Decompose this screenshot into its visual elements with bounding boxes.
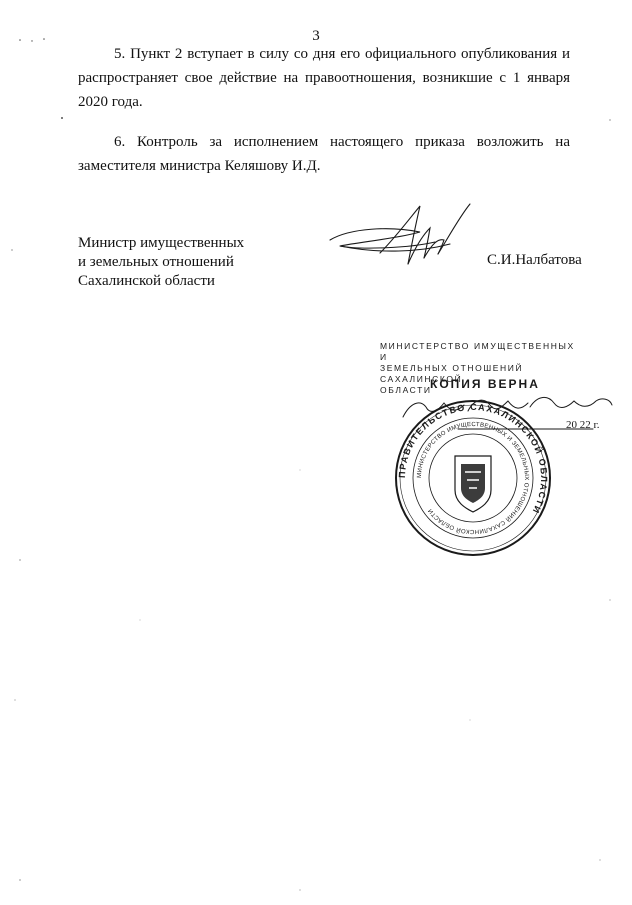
coat-of-arms-icon xyxy=(455,456,491,512)
paragraph-clause-6: 6. Контроль за исполнением настоящего приказа возложить на заместителя министра Келяшову И.Д. xyxy=(78,134,570,174)
stamp-line-3: ОБЛАСТИ xyxy=(380,385,432,395)
stamp-line-1: МИНИСТЕРСТВО ИМУЩЕСТВЕННЫХ И xyxy=(380,341,575,362)
copy-true-label: КОПИЯ ВЕРНА xyxy=(430,377,540,391)
svg-text:МИНИСТЕРСТВО ИМУЩЕСТВЕННЫХ И З: МИНИСТЕРСТВО ИМУЩЕСТВЕННЫХ И ЗЕМЕЛЬНЫХ ОТНОШЕНИЙ САХАЛИНСКОЙ ОБЛАСТИ xyxy=(416,421,530,535)
signatory-title-line-1: Министр имущественных xyxy=(78,235,245,251)
official-seal xyxy=(393,398,553,558)
handwritten-signature xyxy=(320,198,490,278)
svg-text:ПРАВИТЕЛЬСТВО САХАЛИНСКОЙ ОБЛА: ПРАВИТЕЛЬСТВО САХАЛИНСКОЙ ОБЛАСТИ xyxy=(396,401,550,516)
signatory-name: С.И.Налбатова xyxy=(487,252,582,268)
signatory-title-line-3: Сахалинской области xyxy=(78,273,215,289)
signatory-title xyxy=(78,234,244,291)
page-number: 3 xyxy=(312,28,320,44)
svg-text:20 22 г.: 20 22 г. xyxy=(566,419,600,431)
signatory-title-line-2: и земельных отношений xyxy=(78,254,234,270)
stamp-line-2: ЗЕМЕЛЬНЫХ ОТНОШЕНИЙ САХАЛИНСКОЙ xyxy=(380,363,524,384)
paragraph-clause-5: 5. Пункт 2 вступает в силу со дня его официального опубликования и распространяет свое действие на правоотношения, возникшие с 1 января 2020 года. xyxy=(78,46,570,110)
